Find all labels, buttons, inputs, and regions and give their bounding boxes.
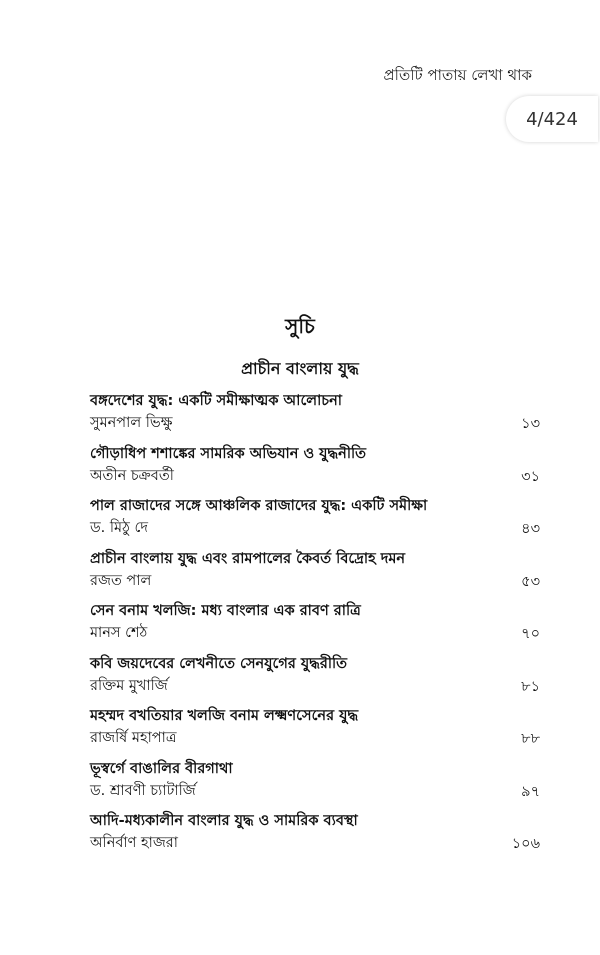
entry-title: বঙ্গদেশের যুদ্ধ: একটি সমীক্ষাত্মক আলোচনা	[90, 393, 342, 409]
entry-author: রজত পাল	[90, 572, 152, 589]
entry-page-number: ৮৮	[521, 731, 540, 747]
entry-author: অতীন চক্রবর্তী	[90, 467, 174, 484]
toc-list	[90, 387, 540, 860]
toc-entry	[90, 545, 540, 598]
entry-title: মহম্মদ বখতিয়ার খলজি বনাম লক্ষ্মণসেনের যুদ্ধ	[90, 708, 359, 724]
entry-title: পাল রাজাদের সঙ্গে আঞ্চলিক রাজাদের যুদ্ধ: একটি সমীক্ষা	[90, 498, 428, 514]
entry-title: আদি-মধ্যকালীন বাংলার যুদ্ধ ও সামরিক ব্যবস্থা	[90, 813, 358, 829]
entry-page-number: ৫৩	[521, 573, 540, 590]
toc-entry	[90, 387, 540, 440]
toc-entry	[90, 807, 540, 860]
entry-title: গৌড়াধিপ শশাঙ্কের সামরিক অভিযান ও যুদ্ধনীতি	[90, 445, 367, 462]
entry-author: অনির্বাণ হাজরা	[90, 835, 178, 851]
entry-author: ড. শ্রাবণী চ্যাটার্জি	[90, 782, 196, 799]
entry-page-number: ১০৬	[511, 836, 540, 852]
entry-title: কবি জয়দেবের লেখনীতে সেনযুগের যুদ্ধরীতি	[90, 655, 348, 672]
toc-entry	[90, 755, 540, 808]
section-title: প্রাচীন বাংলায় যুদ্ধ	[241, 359, 359, 378]
toc-title: সুচি	[285, 314, 315, 338]
entry-page-number: ৪৩	[521, 521, 540, 537]
toc-entry	[90, 702, 540, 755]
toc-entry	[90, 650, 540, 703]
entry-page-number: ৭০	[521, 626, 540, 642]
entry-title: ভূস্বর্গে বাঙালির বীরগাথা	[90, 760, 233, 777]
entry-author: রক্তিম মুখার্জি	[90, 677, 168, 694]
entry-page-number: ১৩	[521, 416, 540, 432]
entry-title: সেন বনাম খলজি: মধ্য বাংলার এক রাবণ রাত্রি	[90, 603, 361, 619]
entry-author: ড. মিঠু দে	[90, 520, 148, 536]
running-head: প্রতিটি পাতায় লেখা থাক	[383, 66, 532, 84]
entry-author: মানস শেঠ	[90, 625, 148, 641]
entry-page-number: ৯৭	[521, 783, 540, 800]
entry-title: প্রাচীন বাংলায় যুদ্ধ এবং রামপালের কৈবর্ত বিদ্রোহ দমন	[90, 550, 406, 567]
toc-entry	[90, 597, 540, 650]
entry-author: সুমনপাল ভিক্ষু	[90, 415, 173, 431]
page-counter[interactable]: 4/424	[506, 96, 598, 142]
entry-page-number: ৩১	[521, 468, 540, 485]
toc-entry	[90, 440, 540, 493]
toc-entry	[90, 492, 540, 545]
entry-page-number: ৮১	[521, 678, 540, 695]
entry-author: রাজর্ষি মহাপাত্র	[90, 730, 177, 746]
